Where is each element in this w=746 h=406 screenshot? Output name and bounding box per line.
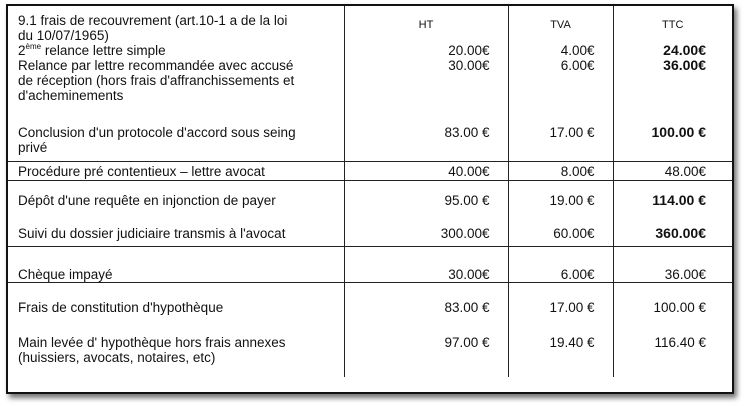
row-description-line: (huissiers, avocats, notaires, etc) [18, 350, 216, 365]
row-description: 2ème relance lettre simple [18, 43, 166, 58]
row-description-line: Conclusion d'un protocole d'accord sous seing [18, 125, 296, 140]
row-description-line: privé [18, 140, 48, 155]
table-row [8, 282, 732, 321]
row-ht-value: 83.00 € [444, 299, 490, 315]
row-ht-value: 40.00€ [448, 163, 490, 179]
row-ht-value: 30.00€ [448, 266, 490, 282]
row-ttc-value: 48.00€ [664, 163, 706, 179]
row-tva-value: 19.00 € [549, 192, 595, 208]
row-ht-value: 95.00 € [444, 192, 490, 208]
row-description-line: d'acheminements [18, 88, 124, 103]
fee-table-frame [6, 4, 734, 394]
row-description: Frais de constitution d'hypothèque [18, 299, 224, 315]
table-title-line1: 9.1 frais de recouvrement (art.10-1 a de la loi [18, 13, 288, 28]
row-ttc-value: 100.00 € [653, 299, 706, 315]
row-ttc-value: 100.00 € [651, 125, 706, 140]
row-tva-value: 4.00€ [560, 43, 595, 58]
fee-table [8, 6, 732, 377]
row-description-line: Relance par lettre recommandée avec accusé [18, 58, 294, 73]
column-header-tva: TVA [550, 19, 571, 31]
table-title-line2: du 10/07/1965) [18, 28, 109, 43]
table-row [8, 58, 732, 125]
table-row [8, 215, 732, 246]
table-row [8, 43, 732, 58]
row-description: Procédure pré contentieux – lettre avocat [18, 163, 265, 179]
table-row [8, 246, 732, 282]
row-ht-value: 30.00€ [448, 58, 490, 73]
column-header-ht: HT [418, 19, 434, 31]
row-ttc-value: 114.00 € [652, 191, 706, 208]
table-row [8, 161, 732, 180]
row-tva-value: 6.00€ [560, 266, 595, 282]
row-ht-value: 83.00 € [444, 125, 490, 140]
row-ht-value: 300.00€ [440, 226, 490, 241]
row-description-line: Main levée d' hypothèque hors frais annexes [18, 335, 286, 350]
row-ttc-value: 36.00€ [663, 58, 706, 73]
row-description-line: de réception (hors frais d'affranchissements et [18, 73, 295, 88]
row-ttc-value: 360.00€ [655, 225, 706, 241]
row-description: Chèque impayé [18, 266, 113, 282]
row-tva-value: 19.40 € [549, 335, 595, 350]
row-tva-value: 6.00€ [560, 58, 595, 73]
row-ttc-value: 116.40 € [654, 335, 706, 350]
table-row [8, 125, 732, 161]
row-ht-value: 20.00€ [448, 43, 490, 58]
table-row [8, 321, 732, 377]
table-row [8, 180, 732, 215]
table-header-row [8, 6, 732, 43]
row-ttc-value: 24.00€ [663, 43, 706, 58]
row-tva-value: 8.00€ [560, 163, 595, 179]
column-header-ttc: TTC [662, 19, 684, 31]
row-tva-value: 17.00 € [549, 299, 595, 315]
row-ttc-value: 36.00€ [664, 266, 706, 282]
row-tva-value: 60.00€ [553, 226, 595, 241]
row-description: Dépôt d'une requête en injonction de payer [18, 192, 276, 208]
row-description: Suivi du dossier judiciaire transmis à l'avocat [18, 226, 286, 241]
row-ht-value: 97.00 € [444, 335, 490, 350]
row-tva-value: 17.00 € [549, 125, 595, 140]
